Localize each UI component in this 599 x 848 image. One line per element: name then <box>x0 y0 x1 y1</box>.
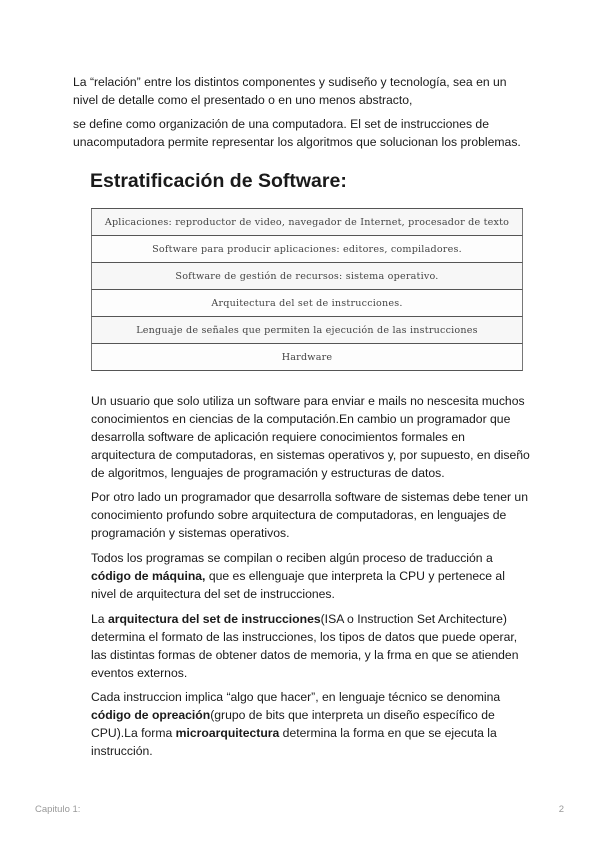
layer-applications: Aplicaciones: reproductor de video, navegador de Internet, procesador de texto <box>91 209 523 236</box>
paragraph-machine-code <box>91 549 531 603</box>
paragraph-text: La <box>91 612 108 626</box>
paragraph-systems-programmer: Por otro lado un programador que desarrolla software de sistemas debe tener un conocimiento profundo sobre arquitectura de computadoras, en lenguajes de programación y sistemas operativos. <box>91 490 528 540</box>
layer-resource-management: Software de gestión de recursos: sistema operativo. <box>91 263 523 290</box>
paragraph-text: que es ellenguaje que interpreta la CPU y pertenece al nivel de arquitectura del set de instrucciones. <box>91 569 505 601</box>
layer-signals: Lenguaje de señales que permiten la ejecución de las instrucciones <box>91 317 523 344</box>
software-layers-diagram <box>91 208 523 371</box>
footer-chapter: Capitulo 1: <box>35 804 81 815</box>
layer-isa: Arquitectura del set de instrucciones. <box>91 290 523 317</box>
paragraph-text: (grupo de bits que interpreta un diseño específico de CPU).La forma <box>91 708 495 740</box>
paragraph-text: Todos los programas se compilan o reciben algún proceso de traducción a <box>91 551 493 565</box>
term-machine-code: código de máquina, <box>91 569 206 583</box>
section-heading: Estratificación de Software: <box>90 170 347 192</box>
intro-paragraph-1: La “relación” entre los distintos componentes y sudiseño y tecnología, sea en un nivel de detalle como el presentado o en uno menos abstracto, <box>73 75 507 107</box>
term-opcode: código de opreación <box>91 708 211 722</box>
term-isa: arquitectura del set de instrucciones <box>107 612 321 626</box>
paragraph-users: Un usuario que solo utiliza un software para enviar e mails no nescesita muchos conocimientos en ciencias de la computación.En cambio un programador que desarrolla software de aplicación requiere conocimientos formales en arquitectura de computadoras, en sistemas operativos y, por supuesto, en diseño de algoritmos, lenguajes de programación y estructuras de datos. <box>91 394 530 480</box>
paragraph-isa <box>91 610 531 682</box>
term-microarchitecture: microarquitectura <box>175 726 280 740</box>
paragraph-text: (ISA o Instruction Set Architecture) determina el formato de las instrucciones, los tipos de datos que puede operar, las distintas formas de obtener datos de memoria, y la frma en que se atienden eventos externos. <box>91 612 519 680</box>
paragraph-text: determina la forma en que se ejecuta la instrucción. <box>91 726 497 758</box>
paragraph-text: Cada instruccion implica “algo que hacer”, en lenguaje técnico se denomina <box>91 690 501 704</box>
layer-hardware: Hardware <box>91 344 523 371</box>
paragraph-opcode <box>91 688 531 760</box>
footer-page-number: 2 <box>558 804 564 815</box>
layer-dev-software: Software para producir aplicaciones: editores, compiladores. <box>91 236 523 263</box>
intro-paragraph-2: se define como organización de una computadora. El set de instrucciones de unacomputadora permite representar los algoritmos que solucionan los problemas. <box>73 117 521 149</box>
